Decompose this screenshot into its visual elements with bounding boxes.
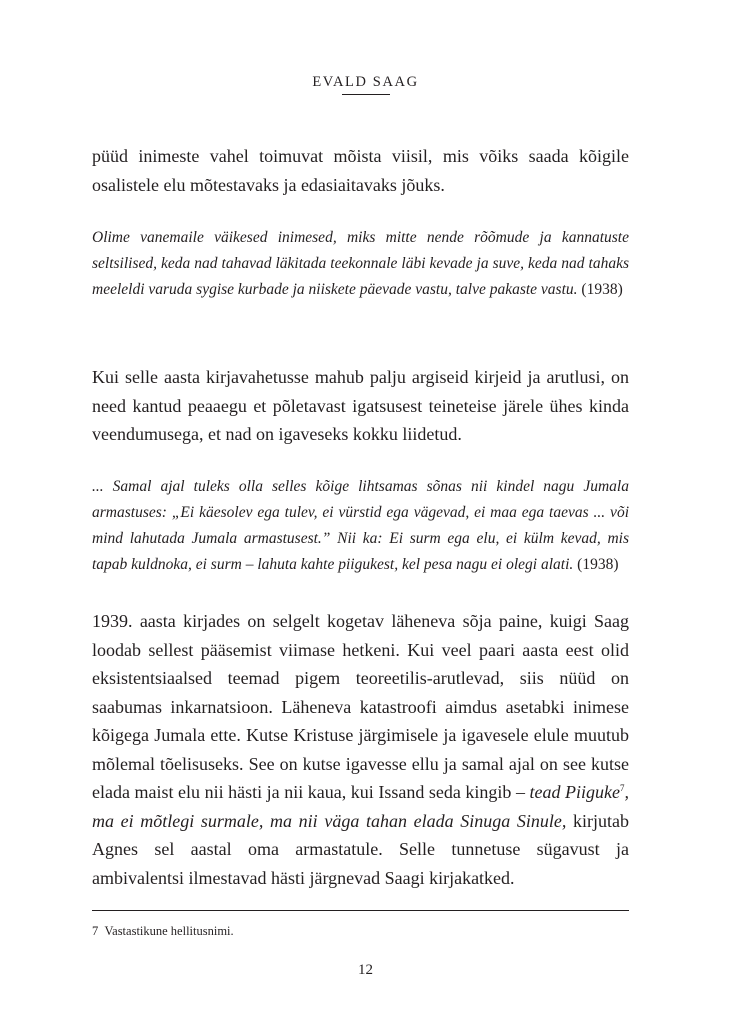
paragraph-3-italic-b: , ma ei mõtlegi surmale, ma nii väga tahan elada Sinuga Sinule,: [92, 782, 630, 831]
quote-1-italic: Olime vanemaile väikesed inimesed, miks mitte nende rõõmude ja kannatuste seltsilised, keda nad tahavad läkitada teekonnale läbi kevade ja suve, keda nad tahaks meeleldi varuda sygise kurbade ja niiskete päevade vastu, talve pakaste vastu.: [92, 229, 629, 298]
running-head-text: EVALD SAAG: [312, 74, 419, 90]
paragraph-3-text: [92, 607, 629, 892]
footnote-number: 7: [92, 924, 99, 938]
paragraph-2-text: Kui selle aasta kirjavahetusse mahub palju argiseid kirjeid ja arutlusi, on need kantud peaaegu et põletavast igatsusest teineteise järele ühes kinda veendumusega, et nad on igaveseks kokku liidetud.: [92, 367, 629, 444]
running-head: [0, 74, 731, 95]
paragraph-1: [92, 142, 629, 199]
quote-1-year: (1938): [577, 281, 623, 298]
paragraph-3-part-b: kirjutab Agnes sel aastal oma armastatule. Selle tunnetuse sügavust ja ambivalentsi ilmestavad hästi järgnevad Saagi kirjakatked.: [92, 810, 629, 888]
paragraph-3-italic-a: tead Piiguke: [529, 782, 621, 802]
paragraph-1-text: püüd inimeste vahel toimuvat mõista viisil, mis võiks saada kõigile osalistele elu mõtestavaks ja edasiaitavaks jõuks.: [92, 146, 629, 195]
quote-2-text: [92, 474, 629, 578]
page-number: 12: [358, 962, 373, 978]
quote-2-italic: ... Samal ajal tuleks olla selles kõige lihtsamas sõnas nii kindel nagu Jumala armastuses: „Ei käesolev ega tulev, ei vürstid ega vägevad, ei maa ega taevas ... või mind lahutada Jumala armastusest.” Nii ka: Ei surm ega elu, ei külm kevad, mis tapab kuldnoka, ei surm – lahuta kahte piigukest, kel pesa nagu ei olegi alati.: [92, 478, 629, 573]
footnote: [92, 924, 234, 939]
footnote-reference: 7: [620, 783, 625, 793]
paragraph-3: [92, 607, 629, 892]
quote-2-year: (1938): [573, 556, 619, 573]
running-head-rule: [342, 94, 390, 95]
quote-1: [92, 225, 629, 303]
quote-2: [92, 474, 629, 578]
paragraph-3-part-a: 1939. aasta kirjades on selgelt kogetav läheneva sõja paine, kuigi Saag loodab sellest pääsemist viimase hetkeni. Kui veel paari aasta eest olid eksistentsiaalsed teemad pigem teoreetilis-arutlevad, siis nüüd on saabumas inkarnatsioon. Läheneva katastroofi aimdus asetabki inimese kõigega Jumala ette. Kutse Kristuse järgimisele ja igavesele elule muutub mõlemal tõelisuseks. See on kutse igavesse ellu ja samal ajal on see kutse elada maist elu nii hästi ja nii kaua, kui Issand seda kingib –: [92, 611, 629, 802]
footnote-text: Vastastikune hellitusnimi.: [104, 924, 234, 938]
paragraph-2: [92, 363, 629, 449]
footnote-divider: [92, 910, 629, 911]
quote-1-text: [92, 225, 629, 303]
